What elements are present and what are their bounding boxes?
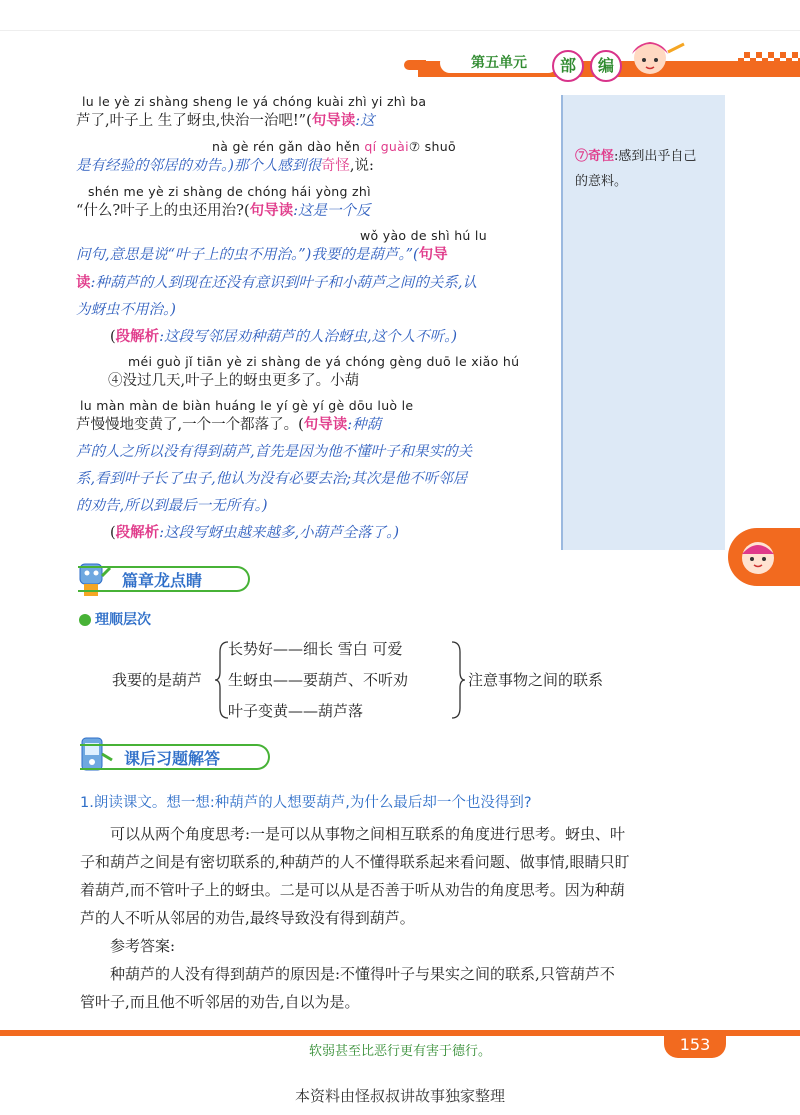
exercise-question: 1.朗读课文。想一想:种葫芦的人想要葫芦,为什么最后却一个也没得到? [80,795,532,811]
mascot-girl-icon [624,34,686,86]
right-brace [450,638,466,722]
text-line: “什么?叶子上的虫还用治?(句导读:这是一个反 [76,202,371,219]
mascot-face-icon [736,534,780,580]
text-line: 为蚜虫不用治。) [76,302,176,318]
reference-answer-label: 参考答案: [110,937,176,955]
note-def-line1: :感到出乎自己 [614,149,697,164]
text-line: 的劝告,所以到最后一无所有。) [76,498,268,514]
tag-sentence-guide: 句导读 [303,416,348,433]
subheading-order: 理顺层次 [95,612,151,628]
section-banner-chapter: 篇章龙点睛 [78,566,250,592]
text-line: 芦的人之所以没有得到葫芦,首先是因为他不懂叶子和果实的关 [76,444,473,460]
text-line: 读:种葫芦的人到现在还没有意识到叶子和小葫芦之间的关系,认 [76,274,477,291]
tag-sentence-guide: 句导读 [311,112,356,129]
note-term: ⑦奇怪 [575,149,615,164]
header-checker-pattern [738,52,800,76]
structure-row-3: 叶子变黄——葫芦落 [228,702,364,720]
tag-paragraph-analysis: 段解析 [115,524,160,541]
structure-row-2: 生蚜虫——要葫芦、不听劝 [228,671,409,689]
header-rule [0,30,800,31]
badge-bian: 编 [590,50,622,82]
text-line: (段解析:这段写邻居劝种葫芦的人治蚜虫,这个人不听。) [110,328,458,345]
pinyin-line: méi guò jǐ tiān yè zi shàng de yá chóng gèng duō le xiǎo hú [128,354,520,369]
structure-root: 我要的是葫芦 [112,671,203,689]
structure-conclusion: 注意事物之间的联系 [468,671,604,689]
annotation-divider [561,95,563,550]
footer-motto: 软弱甚至比恶行更有害于德行。 [308,1044,491,1059]
text-line: ④没过几天,叶子上的蚜虫更多了。小葫 [108,373,360,389]
note-def-line2: 的意料。 [575,174,628,189]
tag-sentence-guide: 句导 [418,246,448,263]
pinyin-line: lu màn màn de biàn huáng le yí gè yí gè dōu luò le [80,398,414,413]
text-line: (段解析:这段写蚜虫越来越多,小葫芦全落了。) [110,524,400,541]
structure-row-1: 长势好——细长 雪白 可爱 [228,640,403,658]
badge-bu: 部 [552,50,584,82]
pinyin-line: shén me yè zi shàng de chóng hái yòng zhì [88,184,371,199]
pinyin-line: nà gè rén gǎn dào hěn qí guài⑦ shuō [212,139,456,154]
note-qiguai [575,144,717,194]
section-banner-exercises: 课后习题解答 [80,744,270,770]
text-line: 芦了,叶子上 生了蚜虫,快治一治吧!”(句导读:这 [76,112,375,129]
answer-explanation: 可以从两个角度思考:一是可以从事物之间相互联系的角度进行思考。蚜虫、叶 子和葫芦之间是有密切联系的,种葫芦的人不懂得联系起来看问题、做事情,眼睛只盯 着葫芦,而不管叶子上的蚜虫。二是可以从是否善于听从劝告的角度思考。因为种葫 芦的人不听从邻居的劝告,最终导致没有得到葫芦。 参考答案: 种葫芦的人没有得到葫芦的原因是:不懂得叶子与果实之间的联系,只管葫芦不 管叶子,而且他不听邻居的劝告,自以为是。 [80,820,720,1016]
pencil-icon [404,60,426,70]
bullet-dot [79,614,91,626]
pinyin-line: wǒ yào de shì hú lu [360,228,487,243]
text-line: 芦慢慢地变黄了,一个一个都落了。(句导读:种葫 [76,416,382,433]
text-line: 系,看到叶子长了虫子,他认为没有必要去治;其次是他不听邻居 [76,471,468,487]
pinyin-line: lu le yè zi shàng sheng le yá chóng kuài zhì yi zhì ba [82,94,427,109]
page-number: 153 [664,1032,726,1058]
tag-paragraph-analysis: 段解析 [115,328,160,345]
credit-line: 本资料由怪叔叔讲故事独家整理 [294,1087,505,1105]
unit-label: 第五单元 [440,53,558,73]
text-line: 问句,意思是说“叶子上的虫不用治。”)我要的是葫芦。”(句导 [76,246,448,263]
tag-sentence-guide: 句导读 [249,202,294,219]
text-line: 是有经验的邻居的劝告。)那个人感到很奇怪,说: [76,158,374,174]
